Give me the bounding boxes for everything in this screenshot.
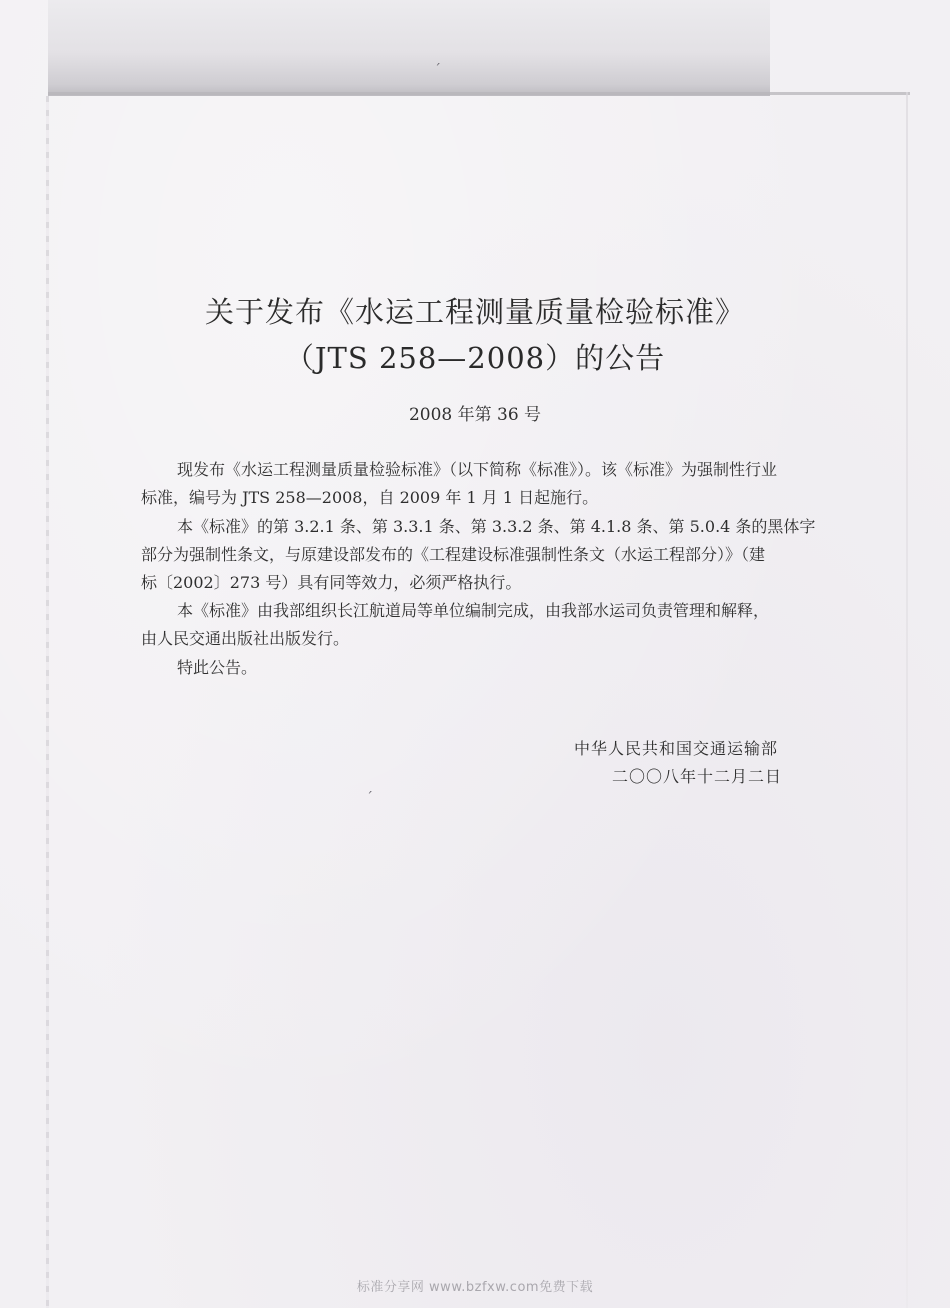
paragraph-line: 部分为强制性条文，与原建设部发布的《工程建设标准强制性条文（水运工程部分）》（建 xyxy=(141,545,766,564)
scan-speck: ˊ xyxy=(434,62,441,78)
scan-shadow-band xyxy=(48,0,770,96)
paragraph-line: 标〔2002〕273 号）具有同等效力，必须严格执行。 xyxy=(141,573,522,592)
document-number: 2008 年第 36 号 xyxy=(408,405,542,425)
notice-title-line-1: 关于发布《水运工程测量质量检验标准》 xyxy=(204,295,745,329)
paragraph-line: 由人民交通出版社出版发行。 xyxy=(141,629,350,648)
paragraph-line: 现发布《水运工程测量质量检验标准》（以下简称《标准》）。该《标准》为强制性行业 xyxy=(177,460,778,479)
paragraph-closing xyxy=(141,654,861,682)
paragraph-line: 标准，编号为 JTS 258—2008，自 2009 年 1 月 1 日起施行。 xyxy=(141,488,599,507)
paragraph-compilation xyxy=(141,597,861,653)
signature-organization: 中华人民共和国交通运输部 xyxy=(574,739,779,758)
footer-watermark: 标准分享网 www.bzfxw.com免费下载 xyxy=(356,1280,594,1295)
signature-date: 二〇〇八年十二月二日 xyxy=(612,767,783,786)
notice-title-line-2: （JTS 258—2008）的公告 xyxy=(284,341,666,375)
page-top-edge xyxy=(48,92,910,95)
paragraph-line: 本《标准》的第 3.2.1 条、第 3.3.1 条、第 3.3.2 条、第 4.1.8 条、第 5.0.4 条的黑体字 xyxy=(177,517,816,536)
paragraph-mandatory-clauses xyxy=(141,513,861,597)
page-right-edge xyxy=(906,92,908,1308)
paragraph-line: 特此公告。 xyxy=(177,658,258,677)
paragraph-publication xyxy=(141,456,861,512)
page-left-edge xyxy=(46,96,49,1308)
scan-speck: ˊ xyxy=(366,790,373,806)
paragraph-line: 本《标准》由我部组织长江航道局等单位编制完成，由我部水运司负责管理和解释， xyxy=(177,601,770,620)
